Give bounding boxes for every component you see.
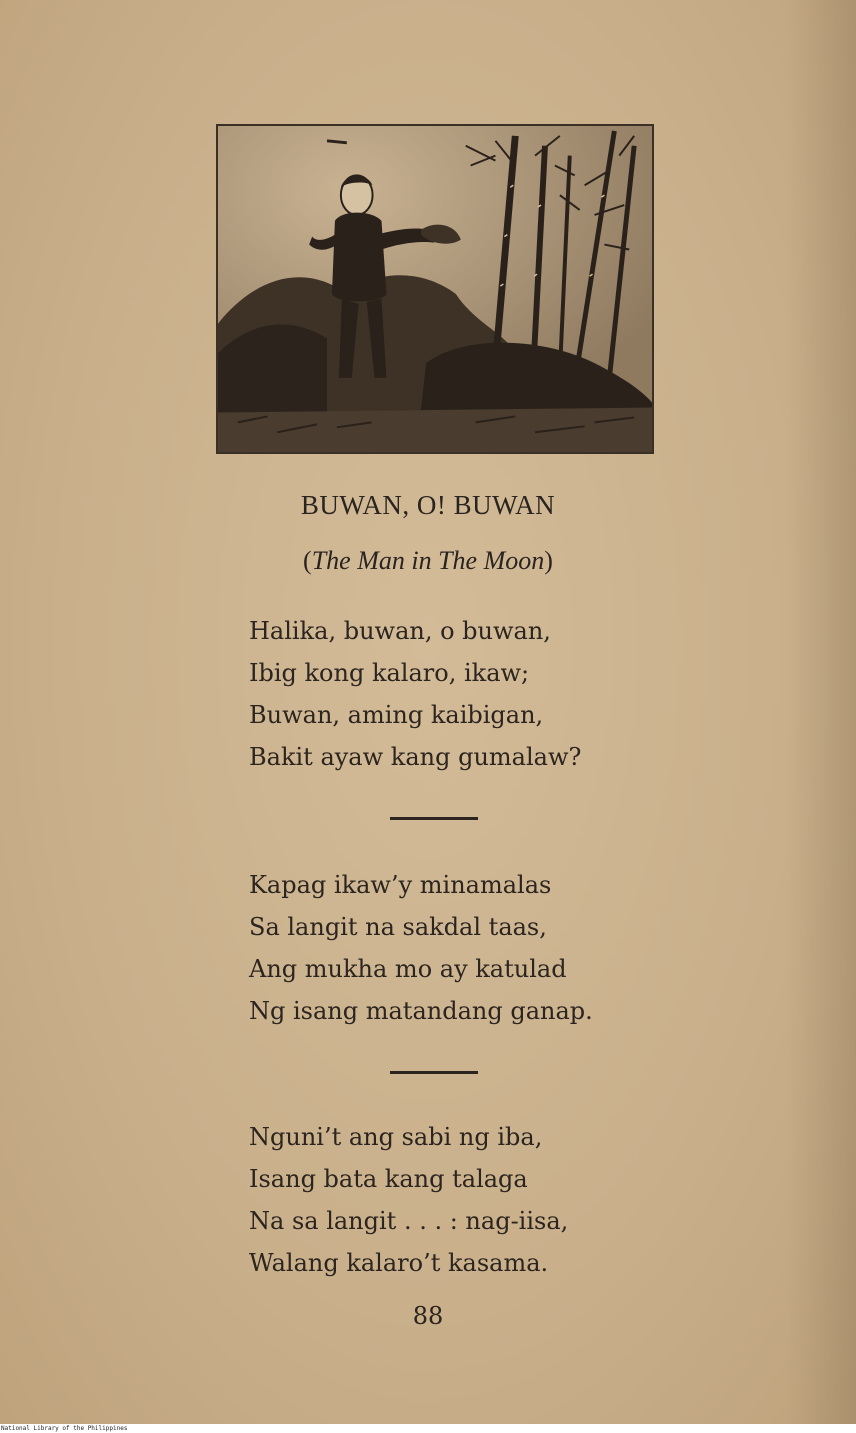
stanza-3 (249, 1116, 568, 1284)
subtitle-close-paren: ) (544, 546, 553, 575)
poem-title: BUWAN, O! BUWAN (300, 490, 556, 520)
stanza-line: Buwan, aming kaibigan, (249, 701, 544, 729)
stanza-1 (249, 610, 581, 778)
stanza-line: Nguni’t ang sabi ng iba, (249, 1123, 543, 1151)
stanza-2 (249, 864, 593, 1032)
page-number: 88 (412, 1302, 444, 1330)
library-credit: National Library of the Philippines (1, 1425, 128, 1432)
stanza-line: Halika, buwan, o buwan, (249, 617, 551, 645)
stanza-line: Ibig kong kalaro, ikaw; (249, 659, 530, 687)
stanza-line: Walang kalaro’t kasama. (249, 1249, 549, 1277)
footer-strip (0, 1424, 856, 1433)
stanza-divider (390, 817, 478, 820)
subtitle-open-paren: ( (303, 546, 312, 575)
stanza-divider (390, 1071, 478, 1074)
stanza-line: Bakit ayaw kang gumalaw? (249, 743, 582, 771)
stanza-line: Sa langit na sakdal taas, (249, 913, 547, 941)
stanza-line: Na sa langit . . . : nag-iisa, (249, 1207, 569, 1235)
stanza-line: Ng isang matandang ganap. (249, 997, 593, 1025)
engraving-illustration (216, 124, 654, 454)
stanza-line: Kapag ikaw’y minamalas (249, 871, 552, 899)
stanza-line: Isang bata kang talaga (249, 1165, 528, 1193)
poem-subtitle (0, 546, 856, 576)
boy-bamboo-engraving (218, 126, 652, 452)
subtitle-text: The Man in The Moon (311, 546, 545, 575)
stanza-line: Ang mukha mo ay katulad (249, 955, 567, 983)
